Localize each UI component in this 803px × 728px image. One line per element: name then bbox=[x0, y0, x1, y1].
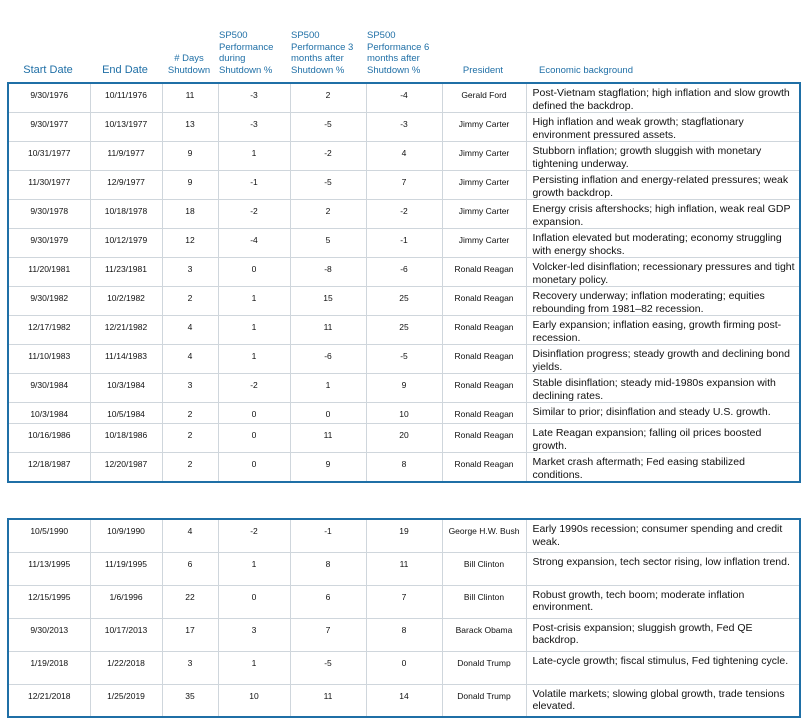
cell-president: Donald Trump bbox=[442, 684, 526, 717]
cell-perf-during: 1 bbox=[218, 142, 290, 171]
cell-perf-during: -2 bbox=[218, 200, 290, 229]
cell-days-shutdown: 4 bbox=[162, 345, 218, 374]
cell-perf-during: -2 bbox=[218, 374, 290, 403]
cell-days-shutdown: 2 bbox=[162, 453, 218, 483]
cell-president: Ronald Reagan bbox=[442, 424, 526, 453]
cell-perf-6m: -5 bbox=[366, 345, 442, 374]
cell-perf-6m: 7 bbox=[366, 171, 442, 200]
table-row bbox=[8, 453, 800, 483]
cell-days-shutdown: 9 bbox=[162, 171, 218, 200]
cell-perf-during: 3 bbox=[218, 618, 290, 651]
table-row bbox=[8, 618, 800, 651]
cell-end-date: 10/18/1986 bbox=[90, 424, 162, 453]
cell-start-date: 10/5/1990 bbox=[8, 519, 90, 552]
cell-president: Jimmy Carter bbox=[442, 200, 526, 229]
cell-perf-6m: 25 bbox=[366, 316, 442, 345]
cell-perf-3m: 2 bbox=[290, 200, 366, 229]
table-row bbox=[8, 345, 800, 374]
cell-days-shutdown: 3 bbox=[162, 258, 218, 287]
cell-start-date: 9/30/1984 bbox=[8, 374, 90, 403]
cell-start-date: 10/3/1984 bbox=[8, 403, 90, 424]
cell-start-date: 12/21/2018 bbox=[8, 684, 90, 717]
table-row bbox=[8, 585, 800, 618]
table-row bbox=[8, 229, 800, 258]
col-header-perf-6m: SP500 Performance 6 months after Shutdown % bbox=[367, 30, 430, 76]
cell-background: Similar to prior; disinflation and steady U.S. growth. bbox=[526, 403, 800, 424]
cell-president: Jimmy Carter bbox=[442, 113, 526, 142]
cell-end-date: 10/18/1978 bbox=[90, 200, 162, 229]
cell-perf-6m: 25 bbox=[366, 287, 442, 316]
table-row bbox=[8, 83, 800, 113]
cell-days-shutdown: 2 bbox=[162, 424, 218, 453]
cell-perf-6m: 20 bbox=[366, 424, 442, 453]
cell-perf-3m: 11 bbox=[290, 316, 366, 345]
cell-perf-3m: 2 bbox=[290, 83, 366, 113]
cell-end-date: 10/9/1990 bbox=[90, 519, 162, 552]
cell-days-shutdown: 11 bbox=[162, 83, 218, 113]
cell-perf-3m: 9 bbox=[290, 453, 366, 483]
cell-perf-during: 0 bbox=[218, 424, 290, 453]
table-row bbox=[8, 287, 800, 316]
cell-perf-6m: 11 bbox=[366, 552, 442, 585]
group2-body bbox=[8, 519, 800, 717]
cell-president: Ronald Reagan bbox=[442, 453, 526, 483]
cell-perf-during: 1 bbox=[218, 345, 290, 374]
cell-days-shutdown: 3 bbox=[162, 651, 218, 684]
cell-president: George H.W. Bush bbox=[442, 519, 526, 552]
col-header-background: Economic background bbox=[539, 64, 633, 76]
cell-perf-6m: 4 bbox=[366, 142, 442, 171]
group1-body bbox=[8, 83, 800, 482]
cell-end-date: 10/5/1984 bbox=[90, 403, 162, 424]
table-row bbox=[8, 113, 800, 142]
cell-perf-3m: -5 bbox=[290, 171, 366, 200]
cell-perf-6m: -1 bbox=[366, 229, 442, 258]
cell-president: Jimmy Carter bbox=[442, 229, 526, 258]
shutdowns-table-1976-1987 bbox=[7, 82, 801, 483]
cell-perf-3m: -6 bbox=[290, 345, 366, 374]
cell-end-date: 11/19/1995 bbox=[90, 552, 162, 585]
cell-president: Ronald Reagan bbox=[442, 374, 526, 403]
cell-perf-3m: 8 bbox=[290, 552, 366, 585]
cell-background: Inflation elevated but moderating; economy struggling with energy shocks. bbox=[526, 229, 800, 258]
cell-background: Post-crisis expansion; sluggish growth, Fed QE backdrop. bbox=[526, 618, 800, 651]
table-row bbox=[8, 374, 800, 403]
cell-start-date: 12/17/1982 bbox=[8, 316, 90, 345]
cell-perf-during: 0 bbox=[218, 258, 290, 287]
cell-end-date: 12/20/1987 bbox=[90, 453, 162, 483]
header-table bbox=[7, 0, 799, 82]
cell-end-date: 12/9/1977 bbox=[90, 171, 162, 200]
cell-background: Post-Vietnam stagflation; high inflation and slow growth defined the backdrop. bbox=[526, 83, 800, 113]
cell-start-date: 9/30/1976 bbox=[8, 83, 90, 113]
cell-president: Bill Clinton bbox=[442, 585, 526, 618]
cell-end-date: 11/14/1983 bbox=[90, 345, 162, 374]
cell-perf-3m: 5 bbox=[290, 229, 366, 258]
cell-end-date: 1/6/1996 bbox=[90, 585, 162, 618]
cell-end-date: 10/13/1977 bbox=[90, 113, 162, 142]
cell-perf-during: -3 bbox=[218, 83, 290, 113]
cell-perf-6m: 7 bbox=[366, 585, 442, 618]
cell-background: Disinflation progress; steady growth and declining bond yields. bbox=[526, 345, 800, 374]
cell-background: Volatile markets; slowing global growth, trade tensions elevated. bbox=[526, 684, 800, 717]
cell-background: Early expansion; inflation easing, growth firming post-recession. bbox=[526, 316, 800, 345]
table-row bbox=[8, 403, 800, 424]
cell-start-date: 9/30/1979 bbox=[8, 229, 90, 258]
cell-end-date: 10/17/2013 bbox=[90, 618, 162, 651]
cell-days-shutdown: 2 bbox=[162, 287, 218, 316]
cell-perf-6m: -2 bbox=[366, 200, 442, 229]
cell-start-date: 12/18/1987 bbox=[8, 453, 90, 483]
cell-perf-during: -2 bbox=[218, 519, 290, 552]
cell-background: Recovery underway; inflation moderating; equities rebounding from 1981–82 recession. bbox=[526, 287, 800, 316]
cell-start-date: 12/15/1995 bbox=[8, 585, 90, 618]
cell-days-shutdown: 12 bbox=[162, 229, 218, 258]
cell-perf-6m: 8 bbox=[366, 453, 442, 483]
cell-president: Jimmy Carter bbox=[442, 142, 526, 171]
cell-background: Stable disinflation; steady mid-1980s expansion with declining rates. bbox=[526, 374, 800, 403]
cell-perf-6m: 19 bbox=[366, 519, 442, 552]
cell-perf-3m: -5 bbox=[290, 113, 366, 142]
cell-perf-6m: 8 bbox=[366, 618, 442, 651]
cell-perf-during: 0 bbox=[218, 403, 290, 424]
cell-background: Market crash aftermath; Fed easing stabilized conditions. bbox=[526, 453, 800, 483]
cell-perf-3m: 6 bbox=[290, 585, 366, 618]
cell-days-shutdown: 35 bbox=[162, 684, 218, 717]
col-header-days-shutdown: # Days Shutdown bbox=[167, 53, 211, 76]
table-row bbox=[8, 424, 800, 453]
cell-start-date: 11/20/1981 bbox=[8, 258, 90, 287]
cell-background: Late-cycle growth; fiscal stimulus, Fed tightening cycle. bbox=[526, 651, 800, 684]
cell-perf-6m: -3 bbox=[366, 113, 442, 142]
table-row bbox=[8, 171, 800, 200]
cell-perf-during: 1 bbox=[218, 651, 290, 684]
cell-background: High inflation and weak growth; stagflationary environment pressured assets. bbox=[526, 113, 800, 142]
cell-president: Bill Clinton bbox=[442, 552, 526, 585]
col-header-end-date: End Date bbox=[102, 63, 148, 76]
cell-end-date: 12/21/1982 bbox=[90, 316, 162, 345]
cell-days-shutdown: 4 bbox=[162, 316, 218, 345]
cell-start-date: 11/10/1983 bbox=[8, 345, 90, 374]
cell-end-date: 10/2/1982 bbox=[90, 287, 162, 316]
cell-president: Ronald Reagan bbox=[442, 316, 526, 345]
cell-days-shutdown: 3 bbox=[162, 374, 218, 403]
table-row bbox=[8, 258, 800, 287]
cell-president: Ronald Reagan bbox=[442, 345, 526, 374]
cell-days-shutdown: 13 bbox=[162, 113, 218, 142]
cell-perf-during: -3 bbox=[218, 113, 290, 142]
table-row bbox=[8, 651, 800, 684]
cell-end-date: 1/25/2019 bbox=[90, 684, 162, 717]
cell-president: Donald Trump bbox=[442, 651, 526, 684]
cell-president: Ronald Reagan bbox=[442, 287, 526, 316]
cell-perf-3m: 11 bbox=[290, 684, 366, 717]
cell-end-date: 10/11/1976 bbox=[90, 83, 162, 113]
cell-days-shutdown: 18 bbox=[162, 200, 218, 229]
cell-days-shutdown: 6 bbox=[162, 552, 218, 585]
cell-perf-during: 10 bbox=[218, 684, 290, 717]
cell-start-date: 10/16/1986 bbox=[8, 424, 90, 453]
table-row bbox=[8, 200, 800, 229]
header-row bbox=[7, 0, 799, 82]
cell-days-shutdown: 2 bbox=[162, 403, 218, 424]
cell-end-date: 1/22/2018 bbox=[90, 651, 162, 684]
cell-perf-3m: 1 bbox=[290, 374, 366, 403]
cell-perf-3m: -2 bbox=[290, 142, 366, 171]
cell-background: Volcker-led disinflation; recessionary pressures and tight monetary policy. bbox=[526, 258, 800, 287]
cell-start-date: 11/13/1995 bbox=[8, 552, 90, 585]
cell-end-date: 10/3/1984 bbox=[90, 374, 162, 403]
cell-perf-during: 1 bbox=[218, 552, 290, 585]
col-header-president: President bbox=[462, 64, 504, 76]
col-header-perf-during: SP500 Performance during Shutdown % bbox=[219, 30, 274, 76]
col-header-start-date: Start Date bbox=[23, 63, 73, 76]
table-row bbox=[8, 142, 800, 171]
cell-background: Early 1990s recession; consumer spending and credit weak. bbox=[526, 519, 800, 552]
table-row bbox=[8, 519, 800, 552]
cell-background: Energy crisis aftershocks; high inflation, weak real GDP expansion. bbox=[526, 200, 800, 229]
cell-start-date: 9/30/1978 bbox=[8, 200, 90, 229]
cell-perf-3m: -8 bbox=[290, 258, 366, 287]
cell-start-date: 9/30/1982 bbox=[8, 287, 90, 316]
table-row bbox=[8, 316, 800, 345]
cell-perf-6m: 14 bbox=[366, 684, 442, 717]
cell-start-date: 9/30/2013 bbox=[8, 618, 90, 651]
cell-perf-during: 0 bbox=[218, 453, 290, 483]
cell-background: Stubborn inflation; growth sluggish with monetary tightening underway. bbox=[526, 142, 800, 171]
cell-days-shutdown: 22 bbox=[162, 585, 218, 618]
col-header-perf-3m: SP500 Performance 3 months after Shutdown % bbox=[291, 30, 354, 76]
cell-end-date: 11/9/1977 bbox=[90, 142, 162, 171]
cell-perf-during: -1 bbox=[218, 171, 290, 200]
cell-perf-6m: 9 bbox=[366, 374, 442, 403]
cell-end-date: 10/12/1979 bbox=[90, 229, 162, 258]
cell-president: Ronald Reagan bbox=[442, 403, 526, 424]
cell-perf-during: -4 bbox=[218, 229, 290, 258]
cell-president: Gerald Ford bbox=[442, 83, 526, 113]
cell-background: Late Reagan expansion; falling oil prices boosted growth. bbox=[526, 424, 800, 453]
cell-background: Persisting inflation and energy-related pressures; weak growth backdrop. bbox=[526, 171, 800, 200]
cell-perf-3m: 0 bbox=[290, 403, 366, 424]
cell-perf-3m: -5 bbox=[290, 651, 366, 684]
cell-perf-3m: -1 bbox=[290, 519, 366, 552]
cell-president: Ronald Reagan bbox=[442, 258, 526, 287]
cell-background: Strong expansion, tech sector rising, low inflation trend. bbox=[526, 552, 800, 585]
cell-president: Jimmy Carter bbox=[442, 171, 526, 200]
cell-start-date: 9/30/1977 bbox=[8, 113, 90, 142]
cell-perf-during: 1 bbox=[218, 287, 290, 316]
cell-perf-during: 0 bbox=[218, 585, 290, 618]
cell-start-date: 11/30/1977 bbox=[8, 171, 90, 200]
cell-perf-6m: 10 bbox=[366, 403, 442, 424]
table-row bbox=[8, 684, 800, 717]
cell-start-date: 1/19/2018 bbox=[8, 651, 90, 684]
cell-perf-during: 1 bbox=[218, 316, 290, 345]
table-row bbox=[8, 552, 800, 585]
cell-perf-3m: 15 bbox=[290, 287, 366, 316]
cell-perf-3m: 7 bbox=[290, 618, 366, 651]
cell-president: Barack Obama bbox=[442, 618, 526, 651]
shutdowns-table-1990-2019 bbox=[7, 518, 801, 718]
cell-perf-6m: 0 bbox=[366, 651, 442, 684]
cell-days-shutdown: 17 bbox=[162, 618, 218, 651]
cell-days-shutdown: 9 bbox=[162, 142, 218, 171]
cell-perf-3m: 11 bbox=[290, 424, 366, 453]
cell-perf-6m: -6 bbox=[366, 258, 442, 287]
cell-end-date: 11/23/1981 bbox=[90, 258, 162, 287]
cell-days-shutdown: 4 bbox=[162, 519, 218, 552]
cell-start-date: 10/31/1977 bbox=[8, 142, 90, 171]
cell-background: Robust growth, tech boom; moderate inflation environment. bbox=[526, 585, 800, 618]
cell-perf-6m: -4 bbox=[366, 83, 442, 113]
